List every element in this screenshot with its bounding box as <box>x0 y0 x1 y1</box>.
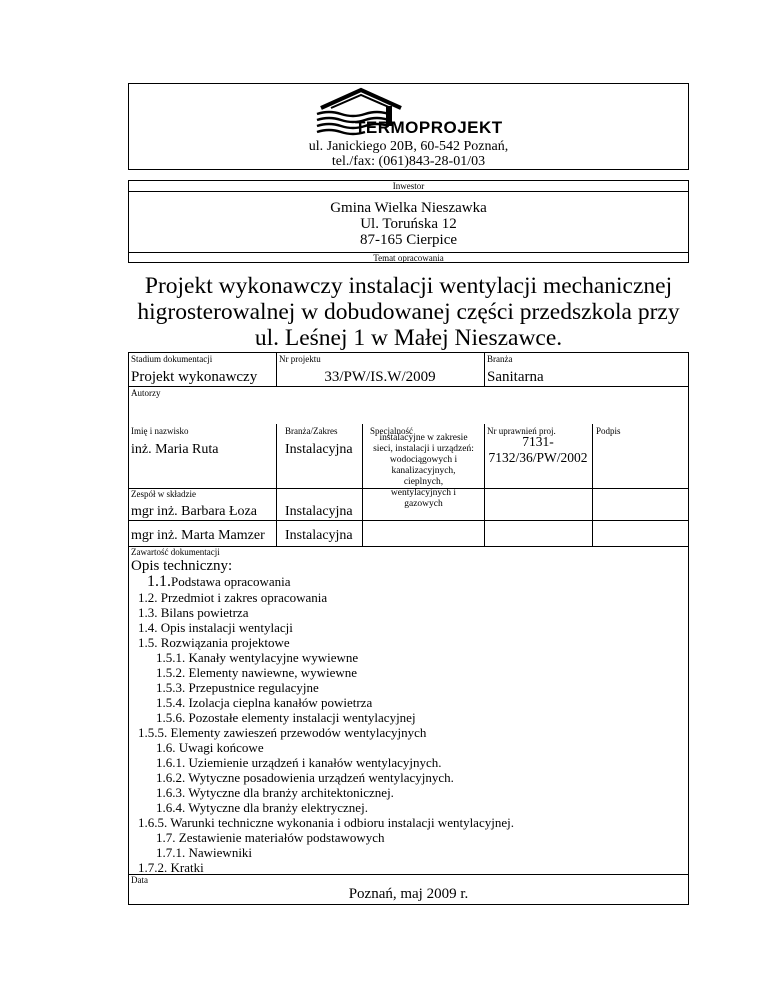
contents-heading: Opis techniczny: <box>131 558 233 574</box>
list-item: 1.6.3. Wytyczne dla branży architektonicznej. <box>156 785 394 800</box>
title-line-2: higrosterowalnej w dobudowanej części przedszkola przy <box>137 299 680 325</box>
list-item: 1.5.1. Kanały wentylacyjne wywiewne <box>156 650 359 665</box>
branch-label: Branża <box>487 354 513 364</box>
col-license-header: Nr uprawnień proj. <box>487 426 556 436</box>
date-value: Poznań, maj 2009 r. <box>348 886 469 902</box>
col-sign-header: Podpis <box>596 426 621 436</box>
contents-first-text: Podstawa opracowania <box>171 574 291 589</box>
contents-first-item <box>147 573 291 591</box>
company-address: ul. Janickiego 20B, 60-542 Poznań, <box>308 139 509 154</box>
list-item: 1.2. Przedmiot i zakres opracowania <box>138 590 328 605</box>
stage-value: Projekt wykonawczy <box>131 369 258 385</box>
topic-label: Temat opracowania <box>373 253 444 263</box>
contents-first-num: 1.1. <box>147 573 171 590</box>
list-item: 1.5.3. Przepustnice regulacyjne <box>156 680 319 695</box>
author-main-license: 7131- 7132/36/PW/2002 <box>488 434 588 465</box>
list-item: 1.7.1. Nawiewniki <box>156 845 253 860</box>
investor-name: Gmina Wielka Nieszawka <box>330 200 487 216</box>
list-item: 1.6.2. Wytyczne posadowienia urządzeń wentylacyjnych. <box>156 770 454 785</box>
list-item: 1.5.5. Elementy zawieszeń przewodów wentylacyjnych <box>138 725 427 740</box>
list-item: 1.6.1. Uziemienie urządzeń i kanałów wentylacyjnych. <box>156 755 442 770</box>
col-spec-header: Specjalność <box>370 426 413 436</box>
list-item: 1.6.5. Warunki techniczne wykonania i odbioru instalacji wentylacyjnej. <box>138 815 514 830</box>
branch-value: Sanitarna <box>487 369 544 385</box>
investor-street: Ul. Toruńska 12 <box>360 216 457 232</box>
author-main-spec: instalacyjne w zakresie sieci, instalacji i urządzeń: wodociągowych i kanalizacyjnych, cieplnych, wentylacyjnych i gazowych <box>373 433 474 509</box>
page-title <box>100 273 717 351</box>
investor-city: 87-165 Cierpice <box>359 232 458 248</box>
investor-label: Inwestor <box>392 181 425 191</box>
list-item: 1.3. Bilans powietrza <box>138 605 249 620</box>
list-item: 1.5.6. Pozostałe elementy instalacji wentylacyjnej <box>156 710 416 725</box>
team-label: Zespół w składzie <box>131 489 196 499</box>
company-phone: tel./fax: (061)843-28-01/03 <box>331 154 486 169</box>
company-name: TERMOPROJEKT <box>355 118 503 137</box>
col-branch-header: Branża/Zakres <box>285 426 338 436</box>
list-item: 1.7.2. Kratki <box>138 860 204 875</box>
team-member-branch: Instalacyjna <box>285 504 353 519</box>
project-no-value: 33/PW/IS.W/2009 <box>324 369 436 385</box>
contents-label: Zawartość dokumentacji <box>131 547 220 557</box>
project-no-label: Nr projektu <box>279 354 321 364</box>
author-main-branch: Instalacyjna <box>285 442 353 457</box>
date-label: Data <box>131 875 148 885</box>
list-item: 1.7. Zestawienie materiałów podstawowych <box>156 830 385 845</box>
title-line-1: Projekt wykonawczy instalacji wentylacji mechanicznej <box>144 273 673 299</box>
list-item: 1.5.4. Izolacja cieplna kanałów powietrza <box>156 695 373 710</box>
list-item: 1.6. Uwagi końcowe <box>156 740 264 755</box>
list-item: 1.6.4. Wytyczne dla branży elektrycznej. <box>156 800 368 815</box>
author-main-name: inż. Maria Ruta <box>131 442 219 457</box>
title-line-3: ul. Leśnej 1 w Małej Nieszawce. <box>254 325 563 351</box>
list-item: 1.5.2. Elementy nawiewne, wywiewne <box>156 665 358 680</box>
team-member-name: mgr inż. Barbara Łoza <box>131 504 257 519</box>
authors-label: Autorzy <box>131 388 161 398</box>
team-member-name: mgr inż. Marta Mamzer <box>131 528 265 543</box>
list-item: 1.5. Rozwiązania projektowe <box>138 635 290 650</box>
col-name-header: Imię i nazwisko <box>131 426 189 436</box>
team-member-branch: Instalacyjna <box>285 528 353 543</box>
stage-label: Stadium dokumentacji <box>131 354 213 364</box>
list-item: 1.4. Opis instalacji wentylacji <box>138 620 293 635</box>
